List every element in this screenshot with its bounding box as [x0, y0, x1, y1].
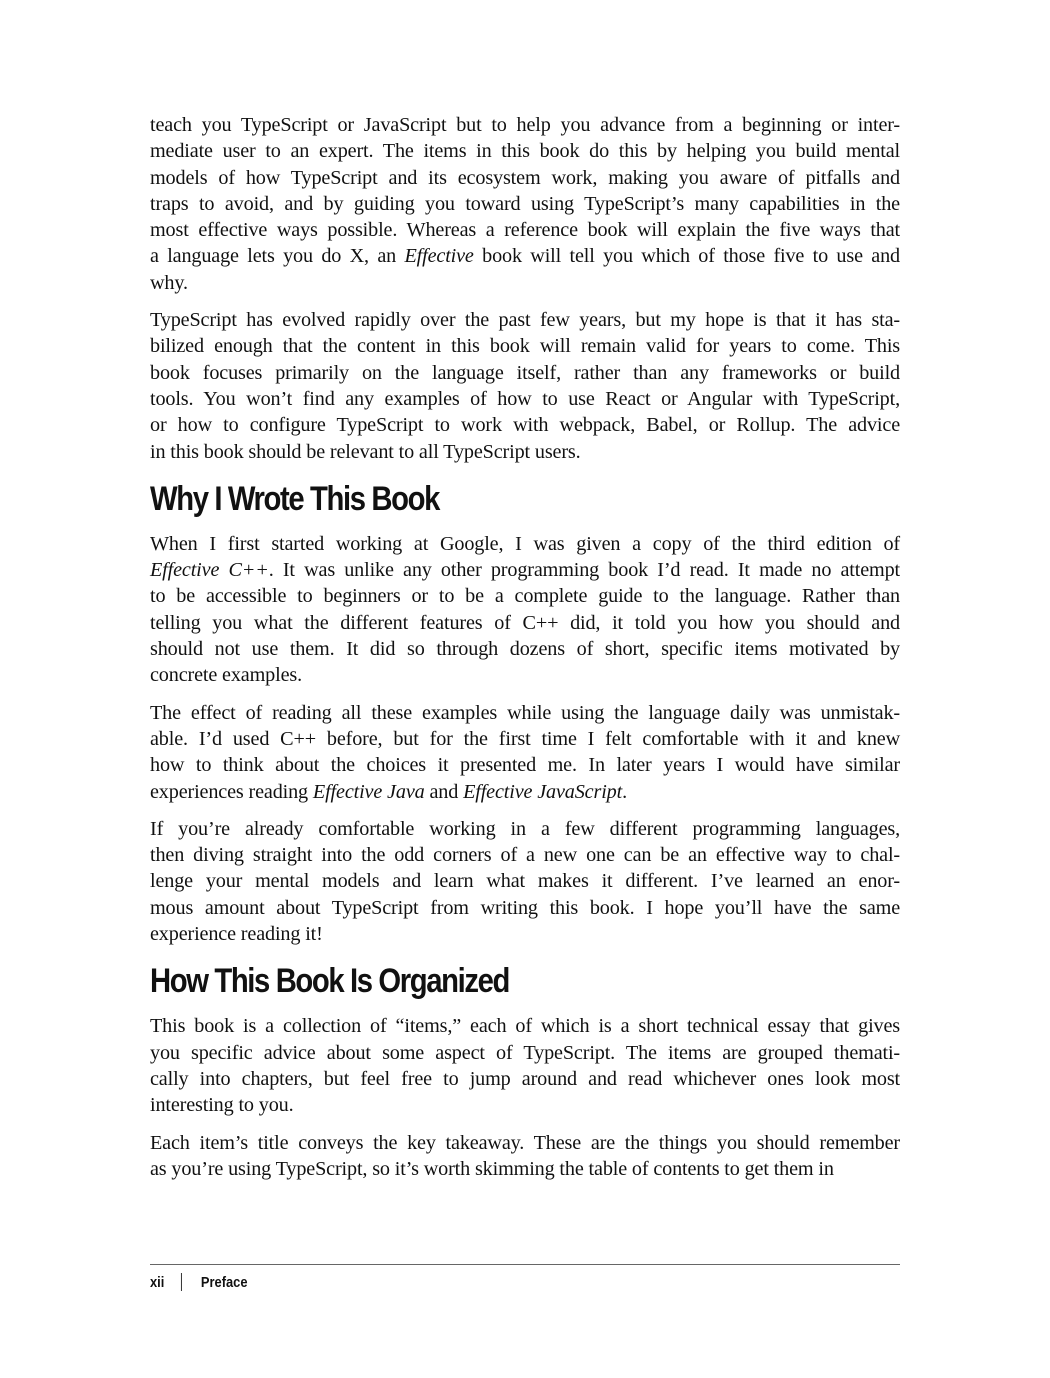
text-line — [150, 636, 900, 662]
text-line — [150, 583, 900, 609]
text-run: or how to configure TypeScript to work with webpack, Babel, or Rollup. The advice — [150, 414, 900, 437]
page-body — [150, 112, 900, 1193]
text-run: most effective ways possible. Whereas a reference book will explain the five ways that — [150, 219, 900, 242]
text-line — [150, 1013, 900, 1039]
text-run: why. — [150, 271, 188, 294]
text-line — [150, 360, 900, 386]
paragraph — [150, 531, 900, 689]
text-line — [150, 1066, 900, 1092]
text-run: and — [424, 780, 464, 803]
text-run: to be accessible to beginners or to be a complete guide to the language. Rather than — [150, 585, 900, 608]
text-line — [150, 307, 900, 333]
text-run: When I first started working at Google, I was given a copy of the third edition of — [150, 532, 900, 555]
text-line — [150, 386, 900, 412]
text-line — [150, 662, 900, 688]
text-run: bilized enough that the content in this book will remain valid for years to come. This — [150, 335, 900, 358]
text-run: book will tell you which of those five to use and — [473, 245, 900, 268]
how-section — [150, 1013, 900, 1182]
text-run: then diving straight into the odd corners of a new one can be an effective way to chal- — [150, 844, 900, 867]
why-section — [150, 531, 900, 947]
text-line — [150, 333, 900, 359]
heading-why-i-wrote-this-book: Why I Wrote This Book — [150, 479, 439, 518]
text-line — [150, 921, 900, 947]
text-run: as you’re using TypeScript, so it’s worth skimming the table of contents to get them in — [150, 1157, 834, 1180]
text-run: tools. You won’t find any examples of how to use React or Angular with TypeScript, — [150, 387, 900, 410]
text-line — [150, 243, 900, 269]
text-line — [150, 439, 900, 465]
heading-how-this-book-is-organized: How This Book Is Organized — [150, 962, 510, 1001]
text-line — [150, 779, 900, 805]
text-line — [150, 842, 900, 868]
text-line — [150, 557, 900, 583]
text-run: The effect of reading all these examples while using the language daily was unmistak- — [150, 701, 900, 724]
text-line — [150, 752, 900, 778]
text-run: you specific advice about some aspect of TypeScript. The items are grouped themati- — [150, 1041, 900, 1064]
text-run: able. I’d used C++ before, but for the first time I felt comfortable with it and knew — [150, 727, 900, 750]
text-line — [150, 1130, 900, 1156]
italic-title: Effective JavaScript — [463, 780, 623, 803]
italic-title: Effective — [404, 245, 474, 268]
text-run: . — [622, 780, 627, 803]
text-run: This book is a collection of “items,” each of which is a short technical essay that gives — [150, 1015, 900, 1038]
text-run: experience reading it! — [150, 923, 323, 946]
text-line — [150, 868, 900, 894]
text-run: a language lets you do X, an — [150, 245, 405, 268]
running-section-title: Preface — [200, 1273, 248, 1291]
text-line — [150, 1092, 900, 1118]
footer-row — [150, 1273, 795, 1291]
text-line — [150, 895, 900, 921]
text-run: mediate user to an expert. The items in this book do this by helping you build mental — [150, 140, 900, 163]
text-run: in this book should be relevant to all TypeScript users. — [150, 440, 581, 463]
text-run: telling you what the different features of C++ did, it told you how you should and — [150, 611, 900, 634]
text-line — [150, 531, 900, 557]
text-line — [150, 112, 900, 138]
text-line — [150, 726, 900, 752]
paragraph — [150, 1013, 900, 1118]
text-line — [150, 412, 900, 438]
text-line — [150, 700, 900, 726]
text-line — [150, 816, 900, 842]
italic-title: Effective C++ — [150, 559, 269, 582]
text-run: lenge your mental models and learn what makes it different. I’ve learned an enor- — [150, 870, 900, 893]
text-run: concrete examples. — [150, 664, 302, 687]
text-line — [150, 191, 900, 217]
text-run: traps to avoid, and by guiding you toward using TypeScript’s many capabilities in the — [150, 192, 900, 215]
intro-section — [150, 112, 900, 465]
italic-title: Effective Java — [312, 780, 425, 803]
text-run: book focuses primarily on the language itself, rather than any frameworks or build — [150, 361, 900, 384]
text-run: cally into chapters, but feel free to jump around and read whichever ones look most — [150, 1067, 900, 1090]
text-line — [150, 1156, 900, 1182]
paragraph — [150, 816, 900, 947]
page-footer — [150, 1264, 900, 1291]
text-run: should not use them. It did so through dozens of short, specific items motivated by — [150, 638, 900, 661]
text-line — [150, 165, 900, 191]
paragraph — [150, 1130, 900, 1183]
footer-rule — [150, 1264, 900, 1265]
text-run: teach you TypeScript or JavaScript but to help you advance from a beginning or inter- — [150, 114, 900, 136]
text-run: models of how TypeScript and its ecosystem work, making you aware of pitfalls and — [150, 166, 900, 189]
paragraph — [150, 112, 900, 296]
text-line — [150, 1040, 900, 1066]
text-run: . It was unlike any other programming book I’d read. It made no attempt — [268, 559, 900, 582]
paragraph — [150, 307, 900, 465]
text-run: how to think about the choices it presented me. In later years I would have similar — [150, 754, 900, 777]
text-run: mous amount about TypeScript from writing this book. I hope you’ll have the same — [150, 896, 900, 919]
text-run: interesting to you. — [150, 1094, 294, 1117]
footer-separator — [181, 1273, 182, 1291]
text-run: Each item’s title conveys the key takeaway. These are the things you should remember — [150, 1131, 900, 1154]
text-line — [150, 610, 900, 636]
paragraph — [150, 700, 900, 805]
text-line — [150, 217, 900, 243]
text-line — [150, 270, 900, 296]
text-run: If you’re already comfortable working in a few different programming languages, — [150, 817, 900, 840]
page-number: xii — [150, 1273, 165, 1291]
text-line — [150, 138, 900, 164]
text-run: experiences reading — [150, 780, 313, 803]
text-run: TypeScript has evolved rapidly over the past few years, but my hope is that it has sta- — [150, 309, 900, 332]
